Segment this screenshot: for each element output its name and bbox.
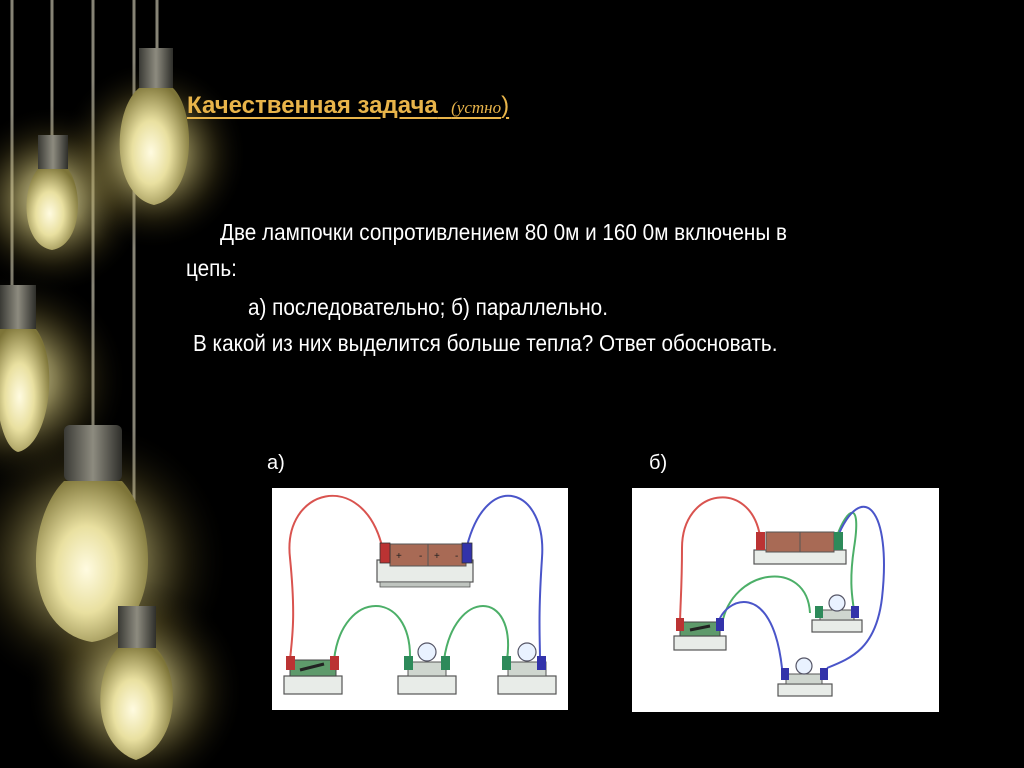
red-wire [680, 497, 760, 626]
battery-mark: - [419, 551, 423, 562]
problem-line-4: В какой из них выделится больше тепла? Ответ обосновать. [193, 330, 778, 356]
battery-mark: - [455, 551, 459, 562]
battery-icon [754, 532, 846, 564]
lamp-holder-icon [778, 658, 832, 696]
series-circuit-diagram [272, 488, 568, 710]
red-wire [289, 496, 382, 660]
slide-title [187, 92, 509, 120]
switch-icon [674, 618, 726, 650]
problem-line-2: цепь: [186, 255, 237, 281]
green-wire [444, 606, 508, 660]
battery-mark: + [396, 551, 402, 562]
lamp-holder-icon [498, 643, 556, 694]
lamp-holder-icon [812, 595, 862, 632]
title-note: (устно [451, 98, 502, 117]
problem-line-3: а) последовательно; б) параллельно. [248, 294, 608, 320]
green-wire [334, 606, 410, 660]
battery-mark: + [434, 551, 440, 562]
switch-icon [284, 656, 342, 694]
problem-line-1: Две лампочки сопротивлением 80 0м и 160 0м включены в [220, 219, 787, 245]
parallel-circuit-diagram [632, 488, 939, 712]
title-close: ) [501, 92, 510, 119]
blue-wire [718, 602, 782, 668]
title-main: Качественная задача [187, 92, 438, 119]
blue-wire [467, 496, 542, 660]
diagram-b-label: б) [649, 452, 668, 474]
lamp-holder-icon [398, 643, 456, 694]
battery-icon [377, 543, 473, 587]
diagram-a-label: а) [267, 452, 285, 474]
